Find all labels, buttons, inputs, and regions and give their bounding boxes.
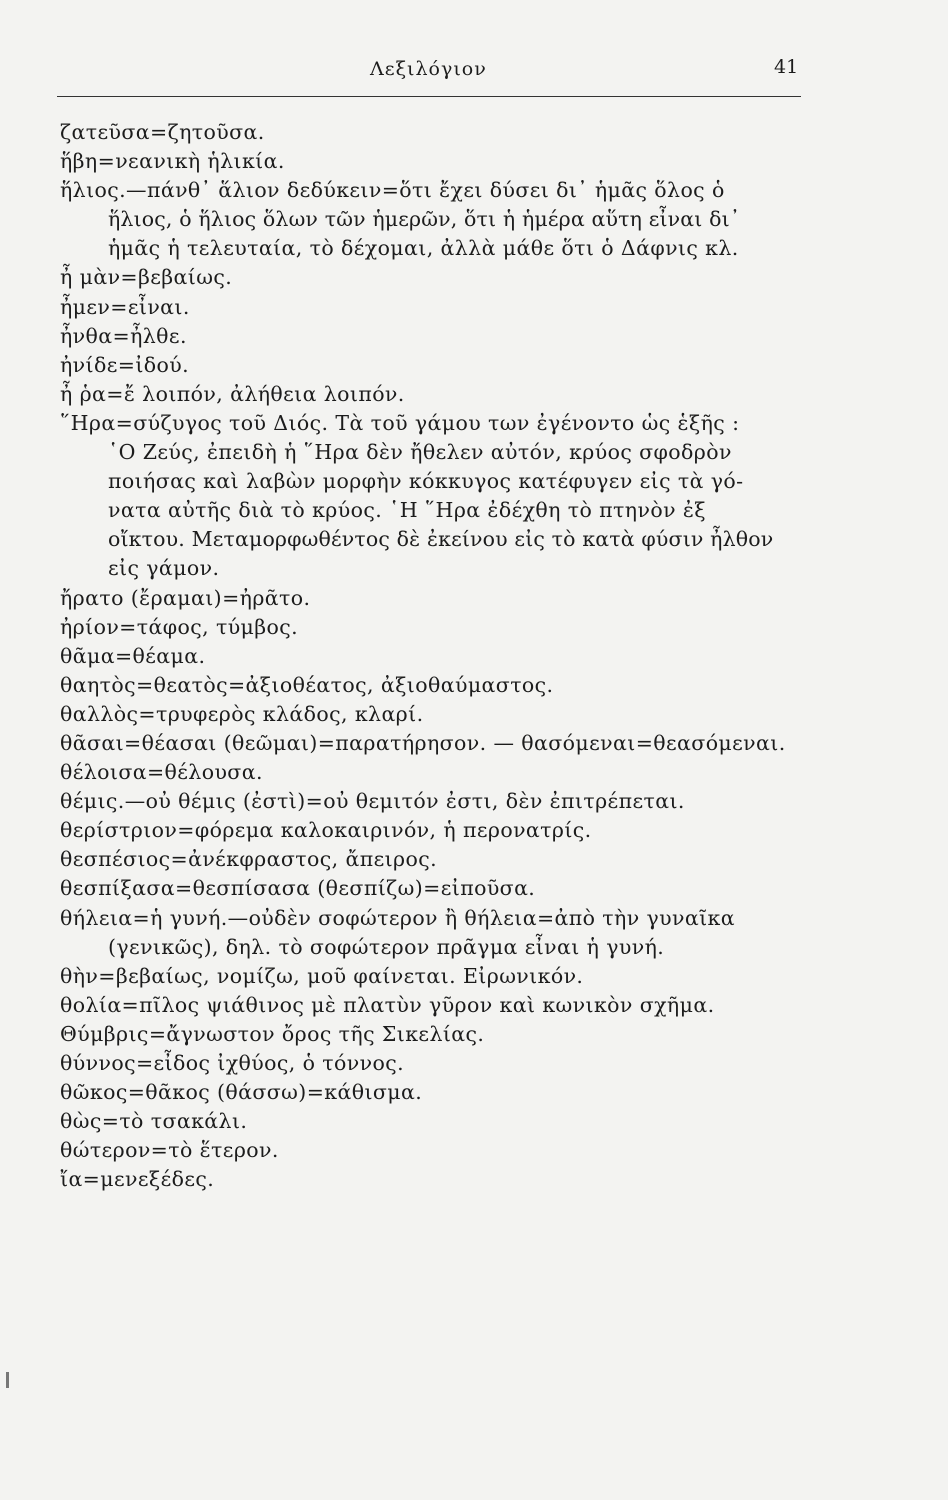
entry-continuation: εἰς γάμον.	[108, 556, 220, 581]
glossary-entry	[60, 1165, 820, 1194]
entry-continuation: (γενικῶς), δηλ. τὸ σοφώτερον πρᾶγμα εἶναι ἡ γυνή.	[108, 934, 665, 959]
glossary-entry	[60, 729, 820, 758]
entry-continuation: ἥλιος, ὁ ἥλιος ὅλων τῶν ἡμερῶν, ὅτι ἡ ἡμέρα αὕτη εἶναι δι᾿	[108, 207, 741, 232]
entry-continuation: ἡμᾶς ἡ τελευταία, τὸ δέχομαι, ἀλλὰ μάθε ὅτι ὁ Δάφνις κλ.	[108, 236, 739, 261]
entry-headline: θεσπίξασα=θεσπίσασα (θεσπίζω)=εἰποῦσα.	[60, 876, 536, 901]
entry-headline: θὴν=βεβαίως, νομίζω, μοῦ φαίνεται. Εἰρωνικόν.	[60, 963, 584, 988]
glossary-entry	[60, 642, 820, 671]
entry-headline: θᾶμα=θέαμα.	[60, 643, 206, 668]
entry-headline: ῞Ηρα=σύζυγος τοῦ Διός. Τὰ τοῦ γάμου των ἐγένοντο ὡς ἑξῆς :	[60, 410, 740, 435]
glossary-entry	[60, 671, 820, 700]
entry-headline: θώτερον=τὸ ἕτερον.	[60, 1138, 279, 1163]
glossary-entry	[60, 1136, 820, 1165]
glossary-entry	[60, 584, 820, 613]
entry-headline: θερίστριον=φόρεμα καλοκαιρινόν, ἡ περονατρίς.	[60, 818, 592, 843]
page-number: 41	[774, 56, 799, 78]
entry-continuation: ῾Ο Ζεύς, ἐπειδὴ ἡ ῞Ηρα δὲν ἤθελεν αὐτόν, κρύος σφοδρὸν	[108, 440, 732, 465]
glossary-entry	[60, 1020, 820, 1049]
entry-headline: θὼς=τὸ τσακάλι.	[60, 1109, 248, 1134]
entry-headline: ἦ μὰν=βεβαίως.	[60, 265, 233, 290]
entry-headline: ζατεῦσα=ζητοῦσα.	[60, 120, 265, 144]
running-head-title: Λεξιλόγιον	[370, 58, 487, 80]
entry-headline: Θύμβρις=ἄγνωστον ὄρος τῆς Σικελίας.	[60, 1021, 485, 1046]
entry-headline: ἤρατο (ἔραμαι)=ἠρᾶτο.	[60, 585, 311, 610]
glossary-entry	[60, 787, 820, 816]
entry-headline: θέλοισα=θέλουσα.	[60, 760, 263, 785]
glossary-entry	[60, 700, 820, 729]
glossary-entry	[60, 147, 820, 176]
entry-continuation: νατα αὐτῆς διὰ τὸ κρύος. ῾Η ῞Ηρα ἐδέχθη τὸ πτηνὸν ἐξ	[108, 498, 706, 523]
entry-headline: ἦμεν=εἶναι.	[60, 294, 190, 319]
running-head	[0, 56, 948, 86]
glossary-entries	[60, 118, 820, 1194]
entry-headline: ἠρίον=τάφος, τύμβος.	[60, 614, 299, 639]
glossary-entry	[60, 118, 820, 147]
glossary-entry	[60, 322, 820, 351]
glossary-entry	[60, 351, 820, 380]
glossary-entry	[60, 845, 820, 874]
glossary-entry	[60, 176, 820, 263]
entry-headline: θῶκος=θᾶκος (θάσσω)=κάθισμα.	[60, 1080, 423, 1105]
entry-headline: θαλλὸς=τρυφερὸς κλάδος, κλαρί.	[60, 701, 424, 726]
glossary-entry	[60, 962, 820, 991]
entry-headline: θαητὸς=θεατὸς=ἀξιοθέατος, ἀξιοθαύμαστος.	[60, 672, 554, 697]
entry-headline: θολία=πῖλος ψιάθινος μὲ πλατὺν γῦρον καὶ κωνικὸν σχῆμα.	[60, 992, 715, 1017]
glossary-entry	[60, 904, 820, 962]
page-edge-mark	[6, 1372, 9, 1388]
entry-headline: ἠνίδε=ἰδού.	[60, 352, 190, 377]
entry-headline: ἥβη=νεανικὴ ἡλικία.	[60, 149, 285, 174]
glossary-entry	[60, 816, 820, 845]
glossary-entry	[60, 1107, 820, 1136]
glossary-entry	[60, 409, 820, 584]
entry-headline: θᾶσαι=θέασαι (θεῶμαι)=παρατήρησον. — θασόμεναι=θεασόμεναι.	[60, 730, 786, 755]
glossary-entry	[60, 758, 820, 787]
glossary-entry	[60, 380, 820, 409]
entry-headline: θέμις.—οὐ θέμις (ἐστὶ)=οὐ θεμιτόν ἐστι, δὲν ἐπιτρέπεται.	[60, 789, 685, 814]
header-rule	[57, 96, 801, 97]
entry-headline: ἦνθα=ἦλθε.	[60, 323, 187, 348]
entry-headline: ἥλιος.—πάνθ᾿ ἅλιον δεδύκειν=ὅτι ἔχει δύσει δι᾿ ἡμᾶς ὅλος ὁ	[60, 178, 725, 203]
entry-continuation: οἴκτου. Μεταμορφωθέντος δὲ ἐκείνου εἰς τὸ κατὰ φύσιν ἦλθον	[108, 527, 774, 552]
glossary-entry	[60, 1078, 820, 1107]
glossary-entry	[60, 991, 820, 1020]
entry-headline: θεσπέσιος=ἀνέκφραστος, ἄπειρος.	[60, 847, 438, 872]
glossary-entry	[60, 613, 820, 642]
glossary-entry	[60, 1049, 820, 1078]
entry-headline: θήλεια=ἡ γυνή.—οὐδὲν σοφώτερον ἢ θήλεια=ἀπὸ τὴν γυναῖκα	[60, 905, 736, 930]
entry-headline: θύννος=εἶδος ἰχθύος, ὁ τόννος.	[60, 1051, 404, 1075]
entry-headline: ἦ ῥα=ἔ λοιπόν, ἀλήθεια λοιπόν.	[60, 381, 405, 406]
glossary-entry	[60, 263, 820, 292]
glossary-entry	[60, 293, 820, 322]
entry-headline: ἴα=μενεξέδες.	[60, 1167, 215, 1192]
entry-continuation: ποιήσας καὶ λαβὼν μορφὴν κόκκυγος κατέφυγεν εἰς τὰ γό-	[108, 469, 744, 494]
glossary-entry	[60, 874, 820, 903]
